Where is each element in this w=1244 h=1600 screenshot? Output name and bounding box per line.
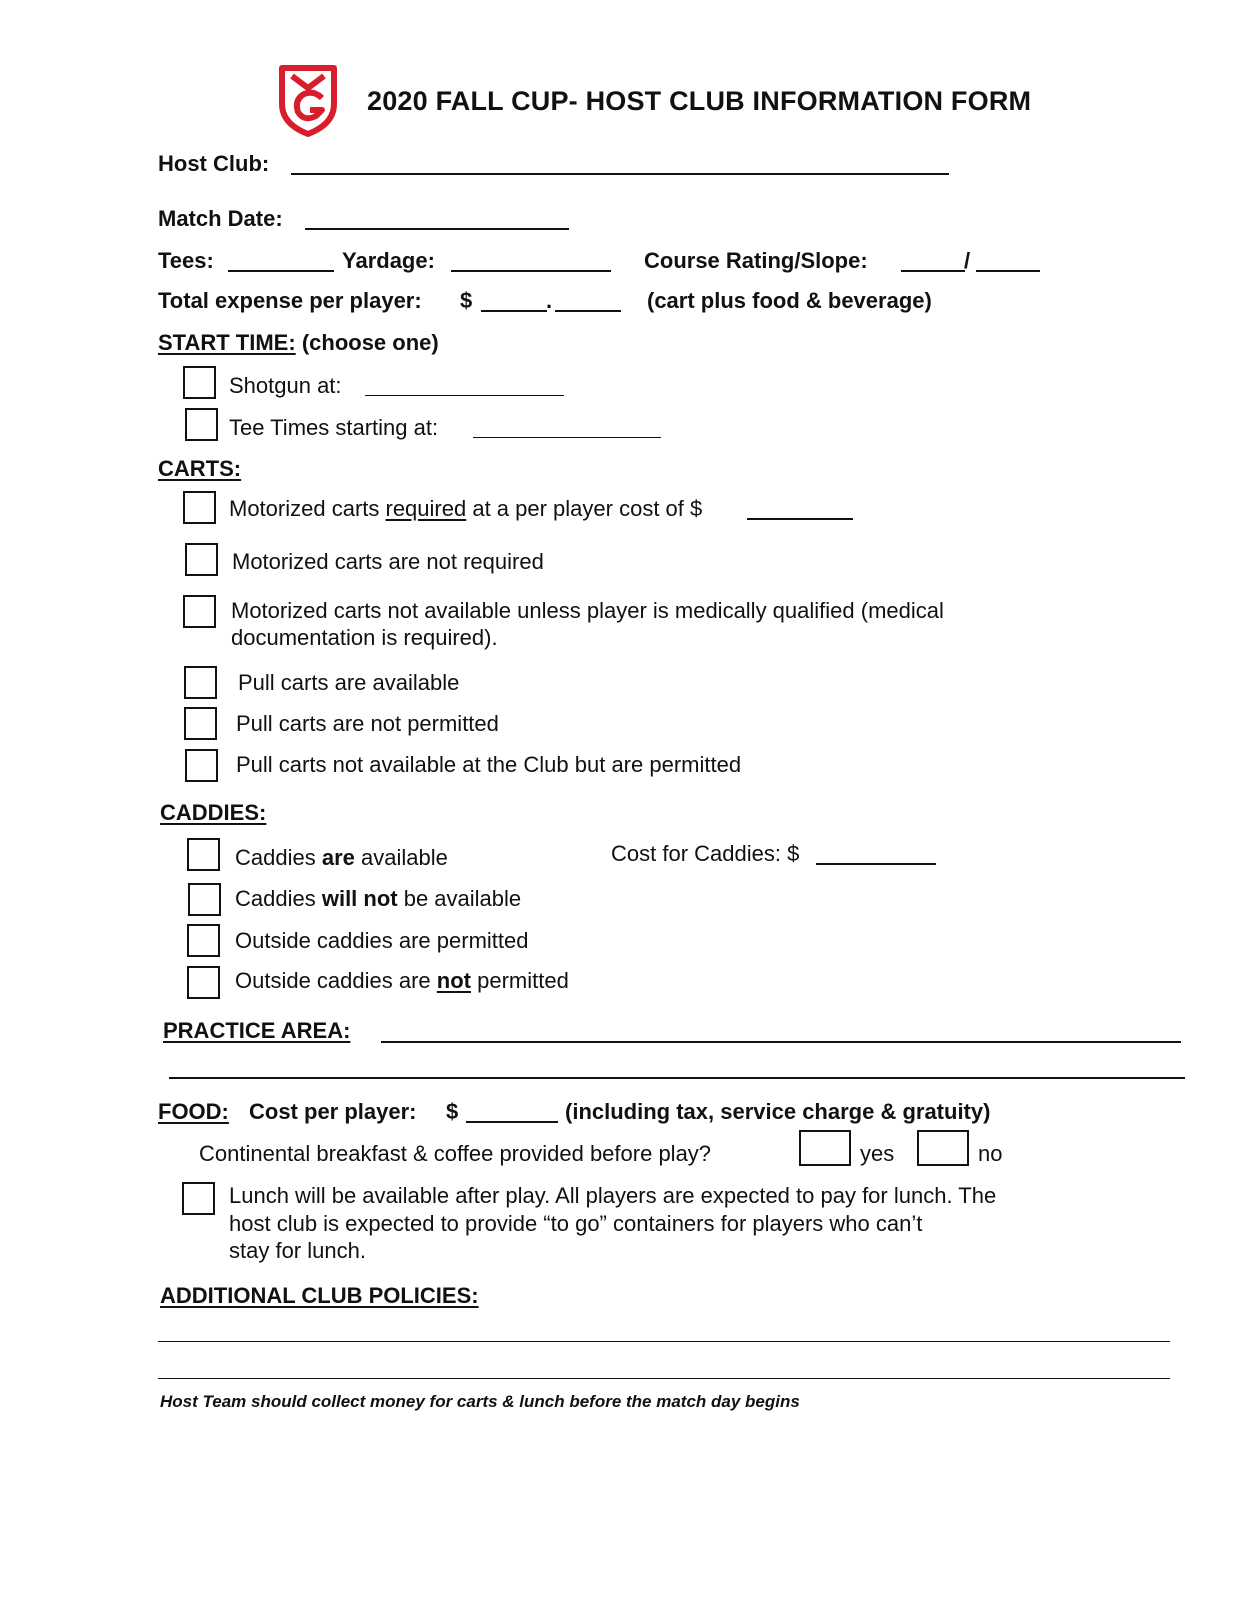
- caddies-available-checkbox[interactable]: [187, 838, 220, 871]
- outside-caddies-bold: not: [436, 968, 471, 993]
- start-time-heading: [158, 330, 439, 356]
- start-time-heading-note: (choose one): [301, 330, 439, 355]
- tee-times-field[interactable]: [473, 437, 661, 438]
- outside-caddies-post: permitted: [470, 968, 569, 993]
- practice-area-heading: PRACTICE AREA:: [163, 1018, 351, 1043]
- lunch-label-line2: host club is expected to provide “to go” containers for players who can’t: [229, 1211, 923, 1236]
- page-title: 2020 FALL CUP- HOST CLUB INFORMATION FORM: [367, 86, 1032, 116]
- pull-carts-not-available-checkbox[interactable]: [185, 749, 218, 782]
- pull-carts-not-permitted-checkbox[interactable]: [184, 707, 217, 740]
- match-date-field[interactable]: [305, 228, 569, 230]
- caddies-available-pre: Caddies: [235, 845, 322, 870]
- shield-logo-icon: [278, 64, 338, 138]
- carts-medical-label-line1: Motorized carts not available unless player is medically qualified (medical: [231, 598, 944, 623]
- breakfast-yes-label: yes: [860, 1141, 895, 1166]
- slope-separator: /: [964, 248, 971, 273]
- additional-policies-field-2[interactable]: [158, 1378, 1170, 1379]
- food-cost-field[interactable]: [466, 1121, 558, 1123]
- breakfast-no-label: no: [978, 1141, 1003, 1166]
- carts-required-underlined: required: [385, 496, 467, 521]
- breakfast-question: Continental breakfast & coffee provided before play?: [199, 1141, 712, 1166]
- food-cost-note: (including tax, service charge & gratuity): [565, 1099, 991, 1124]
- outside-caddies-not-permitted-label: [235, 968, 569, 994]
- course-rating-label: Course Rating/Slope:: [644, 248, 868, 273]
- slope-field[interactable]: [976, 270, 1040, 272]
- footer-note: Host Team should collect money for carts & lunch before the match day begins: [160, 1392, 800, 1411]
- carts-medical-checkbox[interactable]: [183, 595, 216, 628]
- total-expense-note: (cart plus food & beverage): [647, 288, 932, 313]
- host-club-label: Host Club:: [158, 151, 270, 176]
- lunch-label-line3: stay for lunch.: [229, 1238, 366, 1263]
- total-expense-decimal: .: [546, 288, 553, 313]
- outside-caddies-permitted-label: Outside caddies are permitted: [235, 928, 529, 953]
- lunch-label-line1: Lunch will be available after play. All players are expected to pay for lunch. The: [229, 1183, 997, 1208]
- practice-area-field-2[interactable]: [169, 1077, 1185, 1079]
- course-rating-field[interactable]: [901, 270, 965, 272]
- tees-field[interactable]: [228, 270, 334, 272]
- caddie-cost-field[interactable]: [816, 863, 936, 865]
- shotgun-time-field[interactable]: [365, 395, 564, 396]
- total-expense-dollar: $: [460, 288, 473, 313]
- carts-medical-label-line2: documentation is required).: [231, 625, 498, 650]
- shotgun-label: Shotgun at:: [229, 373, 342, 398]
- total-expense-cents-field[interactable]: [555, 310, 621, 312]
- carts-not-required-checkbox[interactable]: [185, 543, 218, 576]
- caddies-available-post: available: [354, 845, 448, 870]
- cart-cost-field[interactable]: [747, 518, 853, 520]
- caddies-not-available-post: be available: [397, 886, 522, 911]
- pull-carts-available-label: Pull carts are available: [238, 670, 460, 695]
- caddies-not-available-bold: will not: [321, 886, 398, 911]
- pull-carts-not-available-label: Pull carts not available at the Club but are permitted: [236, 752, 742, 777]
- outside-caddies-not-permitted-checkbox[interactable]: [187, 966, 220, 999]
- carts-required-checkbox[interactable]: [183, 491, 216, 524]
- tee-times-label: Tee Times starting at:: [229, 415, 439, 440]
- caddie-cost-label: Cost for Caddies: $: [611, 841, 800, 866]
- carts-heading: CARTS:: [158, 456, 242, 481]
- food-cost-label: Cost per player:: [249, 1099, 417, 1124]
- caddies-heading: CADDIES:: [160, 800, 267, 825]
- caddies-available-bold: are: [321, 845, 355, 870]
- total-expense-label: Total expense per player:: [158, 288, 422, 313]
- shotgun-checkbox[interactable]: [183, 366, 216, 399]
- additional-policies-field[interactable]: [158, 1341, 1170, 1342]
- caddies-available-label: [235, 845, 448, 871]
- match-date-label: Match Date:: [158, 206, 283, 231]
- practice-area-field[interactable]: [381, 1041, 1181, 1043]
- pull-carts-available-checkbox[interactable]: [184, 666, 217, 699]
- total-expense-dollars-field[interactable]: [481, 310, 547, 312]
- yardage-field[interactable]: [451, 270, 611, 272]
- caddies-not-available-checkbox[interactable]: [188, 883, 221, 916]
- additional-policies-heading: ADDITIONAL CLUB POLICIES:: [160, 1283, 479, 1308]
- lunch-checkbox[interactable]: [182, 1182, 215, 1215]
- tees-label: Tees:: [158, 248, 214, 273]
- tee-times-checkbox[interactable]: [185, 408, 218, 441]
- caddies-not-available-pre: Caddies: [235, 886, 322, 911]
- carts-required-post: at a per player cost of $: [466, 496, 703, 521]
- caddies-not-available-label: [235, 886, 521, 912]
- carts-required-pre: Motorized carts: [229, 496, 386, 521]
- food-heading: [158, 1099, 229, 1125]
- outside-caddies-permitted-checkbox[interactable]: [187, 924, 220, 957]
- food-heading-label: FOOD:: [158, 1099, 229, 1124]
- food-cost-dollar: $: [446, 1099, 459, 1124]
- pull-carts-not-permitted-label: Pull carts are not permitted: [236, 711, 499, 736]
- start-time-heading-label: START TIME:: [158, 330, 296, 355]
- breakfast-yes-checkbox[interactable]: [799, 1130, 851, 1166]
- breakfast-no-checkbox[interactable]: [917, 1130, 969, 1166]
- yardage-label: Yardage:: [342, 248, 435, 273]
- outside-caddies-pre: Outside caddies are: [235, 968, 437, 993]
- carts-not-required-label: Motorized carts are not required: [232, 549, 544, 574]
- carts-required-label: [229, 496, 702, 522]
- host-club-field[interactable]: [291, 173, 949, 175]
